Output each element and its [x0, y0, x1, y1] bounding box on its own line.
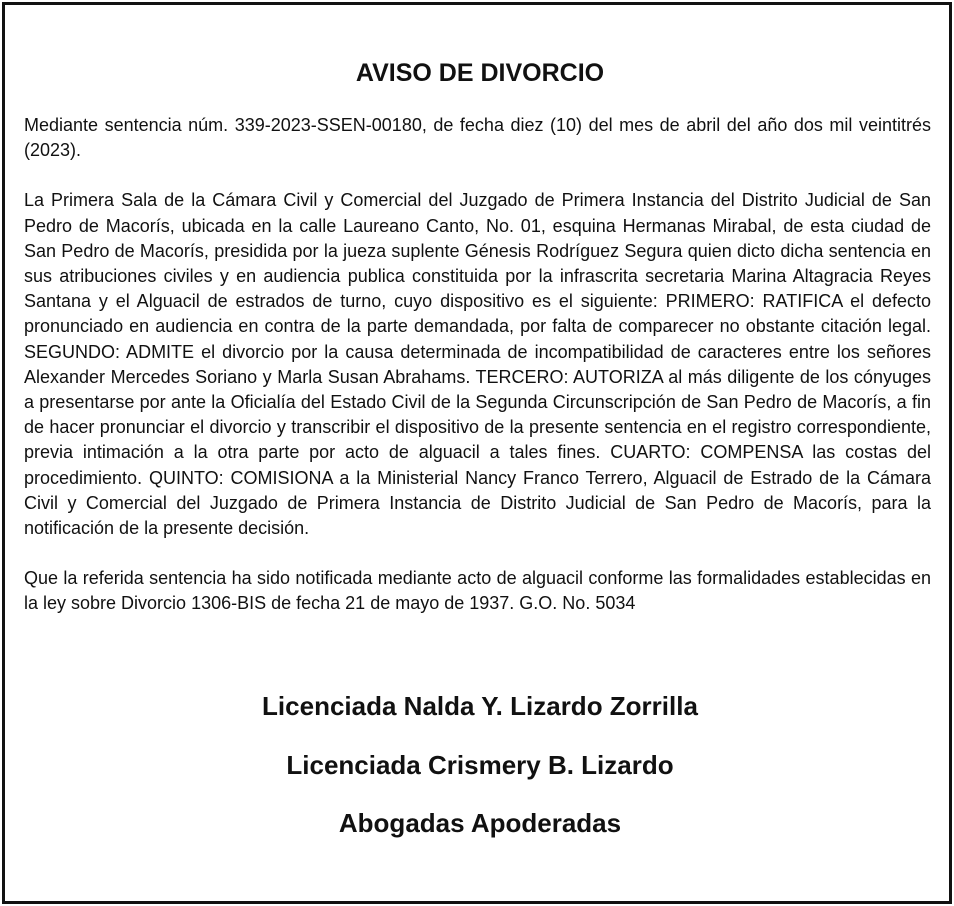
court-ruling-paragraph: La Primera Sala de la Cámara Civil y Comercial del Juzgado de Primera Instancia del Distrito Judicial de San Pedro de Macorís, ubicada en la calle Laureano Canto, No. 01, esquina Hermanas Mirabal, de esta ciudad de San Pedro de Macorís, presidida por la jueza suplente Génesis Rodríguez Segura quien dicto dicha sentencia en sus atribuciones civiles y en audiencia publica constituida por la infrascrita secretaria Marina Altagracia Reyes Santana y el Alguacil de estrados de turno, cuyo dispositivo es el siguiente: PRIMERO: RATIFICA el defecto pronunciado en audiencia en contra de la parte demandada, por falta de comparecer no obstante citación legal. SEGUNDO: ADMITE el divorcio por la causa determinada de incompatibilidad de caracteres entre los señores Alexander Mercedes Soriano y Marla Susan Abrahams. TERCERO: AUTORIZA al más diligente de los cónyuges a presentarse por ante la Oficialía del Estado Civil de la Segunda Circunscripción de San Pedro de Macorís, a fin de hacer pronunciar el divorcio y transcribir el dispositivo de la presente sentencia en el registro correspondiente, previa intimación a la otra parte por acto de alguacil a tales fines. CUARTO: COMPENSA las costas del procedimiento. QUINTO: COMISIONA a la Ministerial Nancy Franco Terrero, Alguacil de Estrado de la Cámara Civil y Comercial del Juzgado de Primera Instancia de Distrito Judicial de San Pedro de Macorís, para la notificación de la presente decisión.: [24, 190, 931, 539]
signature-attorney-1: Licenciada Nalda Y. Lizardo Zorrilla: [262, 691, 698, 721]
notice-body: [24, 113, 931, 617]
sentence-reference-paragraph: Mediante sentencia núm. 339-2023-SSEN-00180, de fecha diez (10) del mes de abril del año dos mil veintitrés (2023).: [24, 115, 931, 161]
notice-frame: [2, 2, 952, 904]
signature-role: Abogadas Apoderadas: [338, 808, 622, 838]
notification-paragraph: Que la referida sentencia ha sido notificada mediante acto de alguacil conforme las formalidades establecidas en la ley sobre Divorcio 1306-BIS de fecha 21 de mayo de 1937. G.O. No. 5034: [24, 568, 931, 614]
signature-attorney-2: Licenciada Crismery B. Lizardo: [286, 750, 674, 780]
notice-title: AVISO DE DIVORCIO: [355, 59, 605, 87]
